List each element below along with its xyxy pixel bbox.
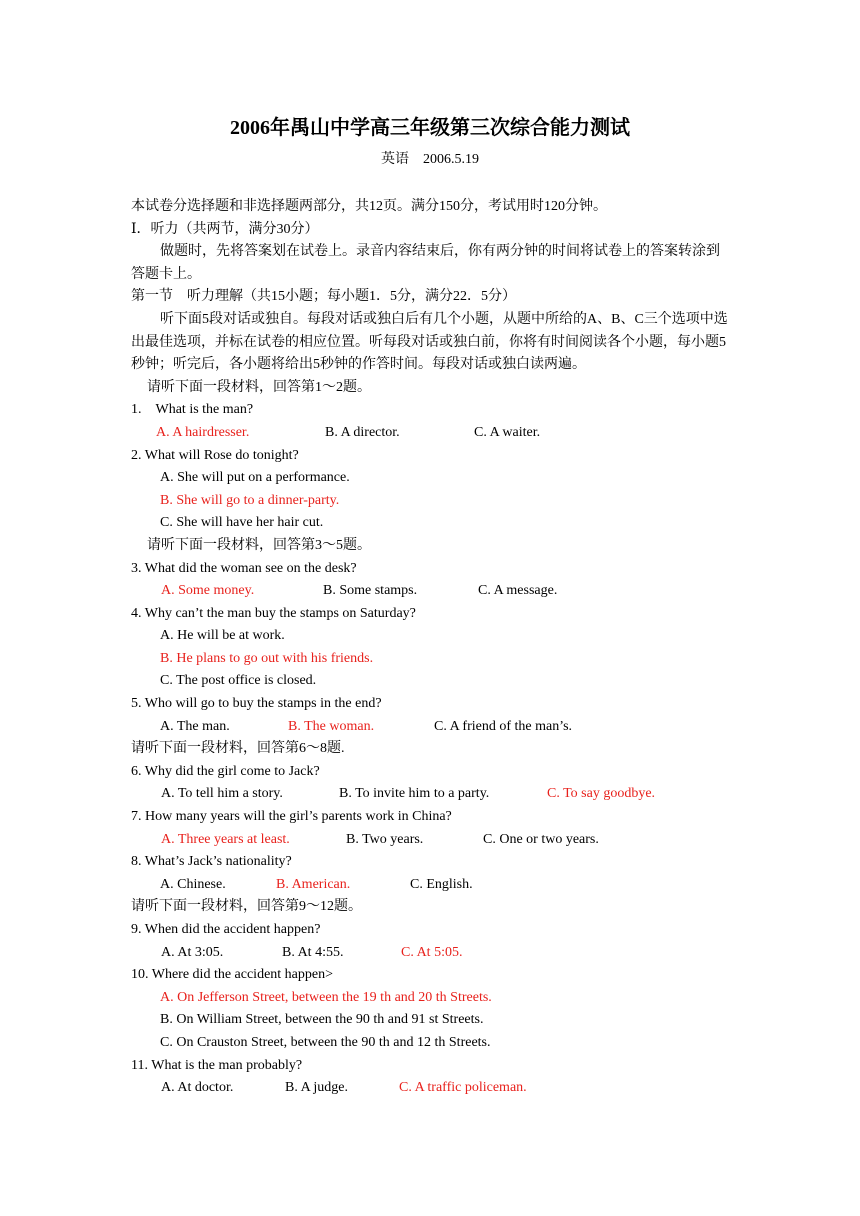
question-11-option-b: B. A judge. [285,1080,349,1096]
question-4-option-c: C. The post office is closed. [160,673,317,689]
question-4-stem: 4. Why can’t the man buy the stamps on Saturday? [131,605,416,621]
question-5-option-c: C. A friend of the man’s. [434,718,573,734]
question-4-option-b: B. He plans to go out with his friends. [160,650,374,666]
question-5-options [131,716,731,739]
question-6-option-b: B. To invite him to a party. [339,786,490,802]
question-3-option-c: C. A message. [478,583,558,599]
listening-prompt-4: 请听下面一段材料，回答第9～12题。 [131,899,362,915]
question-8-option-a: A. Chinese. [160,876,226,892]
question-10-option-b: B. On William Street, between the 90 th and 91 st Streets. [160,1012,484,1028]
question-5-option-b: B. The woman. [288,718,375,734]
question-10-option-a: A. On Jefferson Street, between the 19 th and 20 th Streets. [160,989,492,1005]
question-11-options [131,1077,731,1100]
question-3-option-a: A. Some money. [161,583,255,599]
question-1-option-b: B. A director. [325,424,400,440]
question-9-stem: 9. When did the accident happen? [131,922,321,938]
question-9-option-c: C. At 5:05. [401,944,463,960]
question-2-option-b: B. She will go to a dinner-party. [160,492,340,508]
question-9-option-b: B. At 4:55. [282,944,344,960]
question-1-options [131,422,731,445]
question-7-option-c: C. One or two years. [483,831,599,847]
question-9-options [131,942,731,965]
question-10-option-c: C. On Crauston Street, between the 90 th and 12 th Streets. [160,1034,491,1050]
question-6-option-c: C. To say goodbye. [547,786,656,802]
listening-prompt-3: 请听下面一段材料，回答第6～8题. [131,741,345,757]
question-7-options [131,829,731,852]
question-2-option-c: C. She will have her hair cut. [160,515,324,531]
question-10-stem: 10. Where did the accident happen> [131,967,334,983]
question-3-option-b: B. Some stamps. [323,583,418,599]
listening-prompt-2: 请听下面一段材料，回答第3～5题。 [147,537,371,553]
question-11-option-a: A. At doctor. [161,1080,234,1096]
question-9-option-a: A. At 3:05. [161,944,224,960]
question-7-option-b: B. Two years. [346,831,424,847]
intro-text: 本试卷分选择题和非选择题两部分，共12页。满分150分，考试用时120分钟。 [131,199,607,214]
question-5-stem: 5. Who will go to buy the stamps in the end? [131,696,382,712]
question-6-stem: 6. Why did the girl come to Jack? [131,763,320,779]
question-11-stem: 11. What is the man probably? [131,1057,303,1073]
question-5-option-a: A. The man. [160,718,230,734]
question-8-option-b: B. American. [276,876,351,892]
section1-heading: 第一节 听力理解（共15小题；每小题1．5分，满分22．5分） [131,289,516,305]
question-2-option-a: A. She will put on a performance. [160,470,350,486]
question-11-option-c: C. A traffic policeman. [399,1080,527,1096]
listening-prompt-1: 请听下面一段材料，回答第1～2题。 [147,379,371,395]
question-3-stem: 3. What did the woman see on the desk? [131,560,357,576]
part1-instruction: 做题时，先将答案划在试卷上。录音内容结束后，你有两分钟的时间将试卷上的答案转涂到答题卡上。 [131,244,720,282]
section1-instruction: 听下面5段对话或独自。每段对话或独白后有几个小题，从题中所给的A、B、C三个选项中选出最佳选项，并标在试卷的相应位置。听每段对话或独白前，你将有时间阅读各个小题，每小题5秒钟；听完后，各小题将给出5秒钟的作答时间。每段对话或独白读两遍。 [131,311,728,373]
question-1-stem: 1. What is the man? [131,402,254,418]
question-7-stem: 7. How many years will the girl’s parents work in China? [131,809,452,825]
question-8-option-c: C. English. [410,876,473,892]
question-2-stem: 2. What will Rose do tonight? [131,447,299,463]
question-1-option-c: C. A waiter. [474,424,541,440]
question-6-options [131,783,731,806]
exam-body [131,196,731,1100]
page-subtitle: 英语 2006.5.19 [381,152,479,167]
question-7-option-a: A. Three years at least. [161,831,290,847]
question-6-option-a: A. To tell him a story. [161,786,283,802]
question-8-stem: 8. What’s Jack’s nationality? [131,854,292,870]
page-title: 2006年禺山中学高三年级第三次综合能力测试 [230,117,630,139]
part1-heading: Ⅰ．听力（共两节，满分30分） [131,221,319,237]
question-8-options [131,874,731,897]
question-4-option-a: A. He will be at work. [160,628,285,644]
question-1-option-a: A. A hairdresser. [156,424,250,440]
question-3-options [131,580,731,603]
